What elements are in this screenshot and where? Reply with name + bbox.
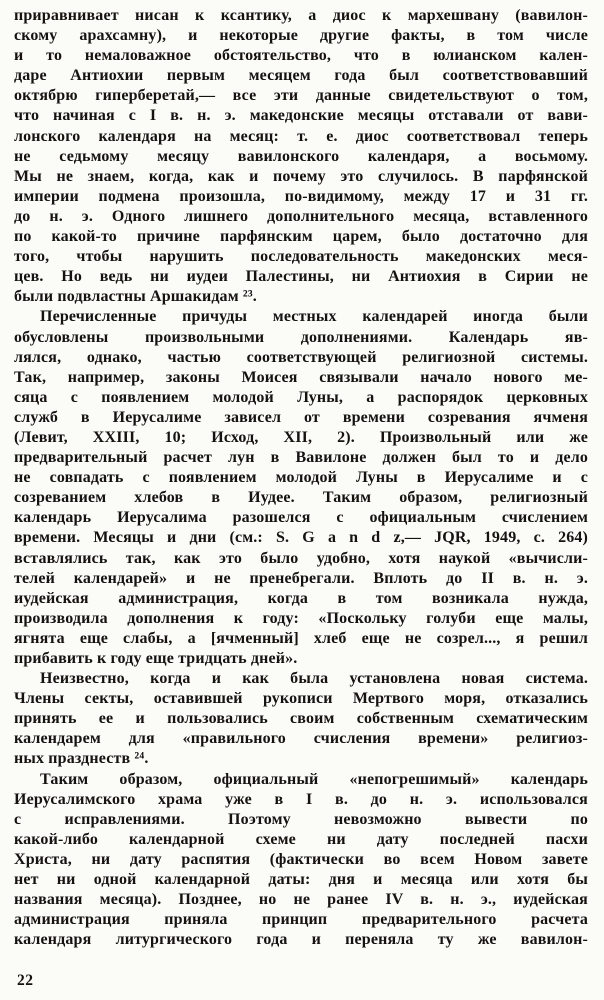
text-line: нет ни одной календарной даты: дня и месяца или хотя бы: [14, 871, 588, 889]
text-line: созреванием хлебов в Иудее. Таким образом, религиозный: [14, 489, 588, 507]
text-line: Члены секты, оставившей рукописи Мертвого моря, отказались: [14, 690, 588, 708]
text-line: лялся, однако, частью соответствующей религиозной системы.: [14, 348, 588, 366]
text-line: империи подмена произошла, по-видимому, между 17 и 31 гг.: [14, 187, 588, 205]
text-line: октябрю гиперберетай,— все эти данные свидетельствуют о том,: [14, 87, 588, 105]
text-line: Мы не знаем, когда, как и почему это случилось. В парфянской: [14, 167, 588, 185]
text-line: цев. Но ведь ни иудеи Палестины, ни Антиохия в Сирии не: [14, 268, 588, 286]
text-line: с исправлениями. Поэтому невозможно вывести по: [14, 810, 588, 828]
text-line: какой-либо календарной схеме ни дату последней пасхи: [14, 830, 588, 848]
text-line: телей календарей» и не пренебрегали. Вплоть до II в. н. э.: [14, 569, 588, 587]
text-line: ягнята еще слабы, а [ячменный] хлеб еще не созрел..., я решил: [14, 629, 588, 647]
text-line: календаря литургического года и переняла ту же вавилон-: [14, 931, 588, 949]
text-line: времени. Месяцы и дни (см.: S. G a n d z,— JQR, 1949, с. 264): [14, 529, 588, 547]
text-line: того, чтобы нарушить последовательность македонских меся-: [14, 248, 588, 266]
text-line: были подвластны Аршакидам ²³.: [14, 288, 257, 306]
text-line: сяца с появлением молодой Луны, а распорядок церковных: [14, 388, 588, 406]
text-line: что начиная с I в. н. э. македонские месяцы отставали от вави-: [14, 107, 588, 125]
text-line: служб в Иерусалиме зависел от времени созревания ячменя: [14, 408, 588, 426]
text-line: Таким образом, официальный «непогрешимый» календарь: [40, 770, 588, 788]
text-line: не совпадать с появлением молодой Луны в Иерусалиме и с: [14, 469, 588, 487]
text-line: календарь Иерусалима разошелся с официальным счислением: [14, 509, 588, 527]
text-line: Так, например, законы Моисея связывали начало нового ме-: [14, 368, 588, 386]
text-line: ных празднеств ²⁴.: [14, 750, 149, 768]
text-line: Иерусалимского храма уже в I в. до н. э. использовался: [14, 790, 588, 808]
text-line: по какой-то причине парфянским царем, было достаточно для: [14, 228, 588, 246]
text-line: скому арахсамну), и некоторые другие факты, в том числе: [14, 27, 588, 45]
text-line: обусловлены произвольными дополнениями. Календарь яв-: [14, 328, 588, 346]
text-line: лонского календаря на месяц: т. е. диос соответствовал теперь: [14, 127, 588, 145]
text-line: названия месяца). Позднее, но не ранее IV в. н. э., иудейская: [14, 891, 588, 909]
text-line: принять ее и пользовались своим собственным схематическим: [14, 710, 588, 728]
text-line: даре Антиохии первым месяцем года был соответствовавший: [14, 67, 588, 85]
text-line: иудейская администрация, когда в том возникала нужда,: [14, 589, 588, 607]
text-line: прибавить к году еще тридцать дней».: [14, 650, 298, 667]
text-line: и то немаловажное обстоятельство, что в юлианском кален-: [14, 47, 588, 65]
text-block: [14, 6, 588, 950]
text-line: Перечисленные причуды местных календарей иногда были: [40, 308, 588, 326]
text-line: приравнивает нисан к ксантику, а диос к мархешвану (вавилон-: [14, 7, 588, 24]
text-line: Христа, ни дату распятия (фактически во всем Новом завете: [14, 850, 588, 868]
text-line: предварительный расчет лун в Вавилоне должен был то и дело: [14, 449, 588, 467]
text-line: администрация приняла принцип предварительного расчета: [14, 911, 588, 929]
text-line: (Левит, XXIII, 10; Исход, XII, 2). Произвольный или же: [14, 428, 588, 446]
text-line: календарем для «правильного счисления времени» религиоз-: [14, 730, 588, 748]
page-number: 22: [17, 972, 34, 990]
text-line: не седьмому месяцу вавилонского календаря, а восьмому.: [14, 147, 588, 165]
text-line: Неизвестно, когда и как была установлена новая система.: [40, 670, 588, 688]
text-line: производила дополнения к году: «Поскольку голуби еще малы,: [14, 609, 588, 627]
text-line: вставлялись так, как это было удобно, хотя наукой «вычисли-: [14, 549, 588, 567]
text-line: до н. э. Одного лишнего дополнительного месяца, вставленного: [14, 207, 588, 225]
